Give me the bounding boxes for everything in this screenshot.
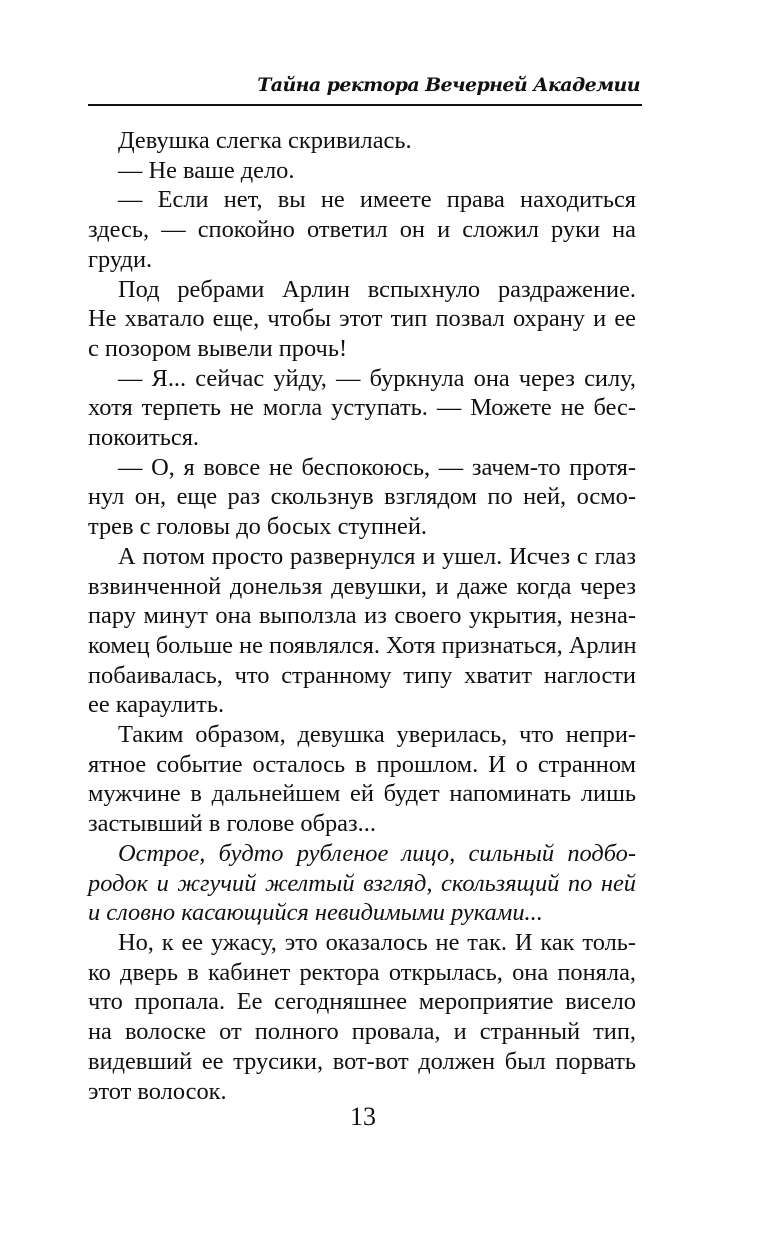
text-line: что пропала. Ее сегодняшнее мероприятие висело <box>88 988 636 1016</box>
paragraph <box>88 156 636 186</box>
text-line: и словно касающийся невидимыми руками... <box>88 899 543 927</box>
paragraph <box>88 275 636 364</box>
paragraph <box>88 720 636 839</box>
text-line: Не хватало еще, чтобы этот тип позвал охрану и ее <box>88 305 636 333</box>
text-line: покоиться. <box>88 424 200 452</box>
text-line: Под ребрами Арлин вспыхнуло раздражение. <box>118 275 636 303</box>
text-line: родок и жгучий желтый взгляд, скользящий по ней <box>88 869 636 897</box>
text-line: Но, к ее ужасу, это оказалось не так. И как толь- <box>118 928 636 956</box>
paragraph <box>88 185 636 274</box>
text-line: побаивалась, что странному типу хватит наглости <box>88 661 636 689</box>
text-line: этот волосок. <box>88 1077 227 1105</box>
text-line: мужчине в дальнейшем ей будет напоминать лишь <box>88 780 636 808</box>
page-number-container <box>0 1102 768 1132</box>
text-line: пару минут она выползла из своего укрытия, незна- <box>88 602 636 630</box>
text-line: на волоске от полного провала, и странный тип, <box>88 1018 636 1046</box>
text-line: ятное событие осталось в прошлом. И о странном <box>88 750 636 778</box>
running-title: Тайна ректора Вечерней Академии <box>257 74 640 96</box>
text-line: нул он, еще раз скользнув взглядом по ней, осмо- <box>88 483 636 511</box>
text-line: — О, я вовсе не беспокоюсь, — зачем-то протя- <box>118 453 636 481</box>
text-line: А потом просто развернулся и ушел. Исчез с глаз <box>118 542 636 570</box>
paragraph <box>88 126 636 156</box>
page-number: 13 <box>350 1102 376 1131</box>
text-line: Таким образом, девушка уверилась, что непри- <box>118 721 636 749</box>
paragraph <box>88 928 636 1106</box>
paragraph <box>88 542 636 720</box>
text-line: взвинченной донельзя девушки, и даже когда через <box>88 572 636 600</box>
text-line: ее караулить. <box>88 691 225 719</box>
text-line: видевший ее трусики, вот-вот должен был порвать <box>88 1047 636 1075</box>
text-line: Девушка слегка скривилась. <box>118 127 412 154</box>
text-line: груди. <box>88 245 153 273</box>
text-line: с позором вывели прочь! <box>88 334 348 362</box>
paragraph <box>88 839 636 928</box>
text-line: — Я... сейчас уйду, — буркнула она через силу, <box>118 364 636 392</box>
text-line: комец больше не появлялся. Хотя признаться, Арлин <box>88 631 637 659</box>
body-text <box>88 126 636 1106</box>
text-line: ко дверь в кабинет ректора открылась, она поняла, <box>88 958 636 986</box>
text-line: хотя терпеть не могла уступать. — Можете не бес- <box>88 394 636 422</box>
paragraph <box>88 364 636 453</box>
text-line: здесь, — спокойно ответил он и сложил руки на <box>88 216 636 244</box>
text-line: — Если нет, вы не имеете права находиться <box>118 186 636 214</box>
header-rule <box>88 104 642 106</box>
paragraph <box>88 453 636 542</box>
text-line: трев с головы до босых ступней. <box>88 513 428 541</box>
text-line: застывший в голове образ... <box>88 810 376 838</box>
text-line: Острое, будто рубленое лицо, сильный подбо- <box>118 839 636 867</box>
text-line: — Не ваше дело. <box>118 156 295 184</box>
